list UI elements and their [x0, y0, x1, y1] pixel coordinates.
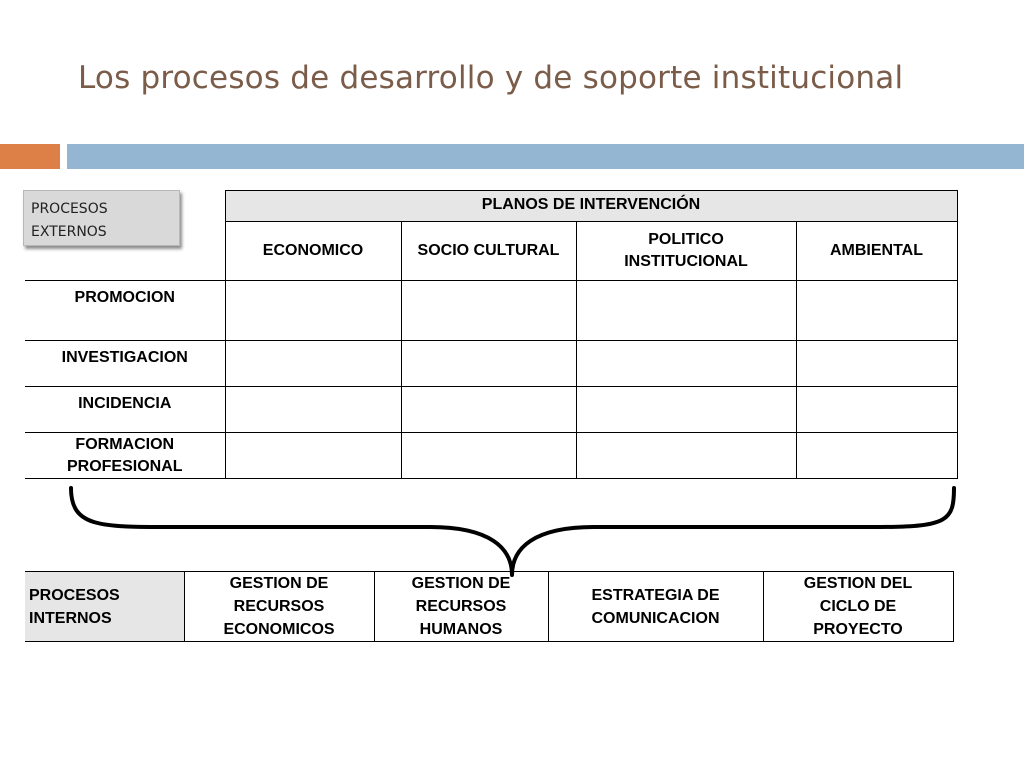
column-header-ambiental: AMBIENTAL: [796, 222, 957, 281]
matrix-cell: [796, 433, 957, 479]
column-header-politico-institucional: POLITICO INSTITUCIONAL: [576, 222, 796, 281]
internal-item-gestion-ciclo-proyecto: GESTION DEL CICLO DE PROYECTO: [763, 572, 953, 642]
matrix-cell: [225, 281, 401, 341]
matrix-cell: [576, 341, 796, 387]
internal-item-gestion-recursos-humanos: GESTION DE RECURSOS HUMANOS: [374, 572, 548, 642]
external-box-line2: EXTERNOS: [31, 224, 107, 240]
matrix-cell: [401, 433, 576, 479]
internal-processes-table: [25, 571, 954, 642]
internal-item-estrategia-comunicacion: ESTRATEGIA DE COMUNICACION: [548, 572, 763, 642]
internal-item-gestion-recursos-economicos: GESTION DE RECURSOS ECONOMICOS: [184, 572, 374, 642]
matrix-cell: [796, 387, 957, 433]
matrix-cell: [796, 281, 957, 341]
matrix-cell: [401, 341, 576, 387]
row-label-promocion: PROMOCION: [25, 281, 225, 341]
matrix-cell: [576, 281, 796, 341]
matrix-cell: [225, 433, 401, 479]
matrix-cell: [225, 387, 401, 433]
row-label-incidencia: INCIDENCIA: [25, 387, 225, 433]
matrix-cell: [401, 281, 576, 341]
row-label-formacion-profesional: FORMACION PROFESIONAL: [25, 433, 225, 479]
matrix-cell: [576, 433, 796, 479]
accent-bar-blue: [67, 144, 1024, 169]
column-header-socio-cultural: SOCIO CULTURAL: [401, 222, 576, 281]
internal-processes-label: PROCESOS INTERNOS: [25, 572, 184, 642]
planos-header: PLANOS DE INTERVENCIÓN: [225, 191, 957, 222]
matrix-cell: [401, 387, 576, 433]
accent-bar-orange: [0, 144, 60, 169]
matrix-cell: [225, 341, 401, 387]
slide-title: Los procesos de desarrollo y de soporte institucional: [78, 60, 904, 96]
matrix-cell: [576, 387, 796, 433]
external-box-line1: PROCESOS: [31, 201, 108, 217]
column-header-economico: ECONOMICO: [225, 222, 401, 281]
matrix-cell: [796, 341, 957, 387]
external-processes-box: [23, 190, 180, 246]
row-label-investigacion: INVESTIGACION: [25, 341, 225, 387]
